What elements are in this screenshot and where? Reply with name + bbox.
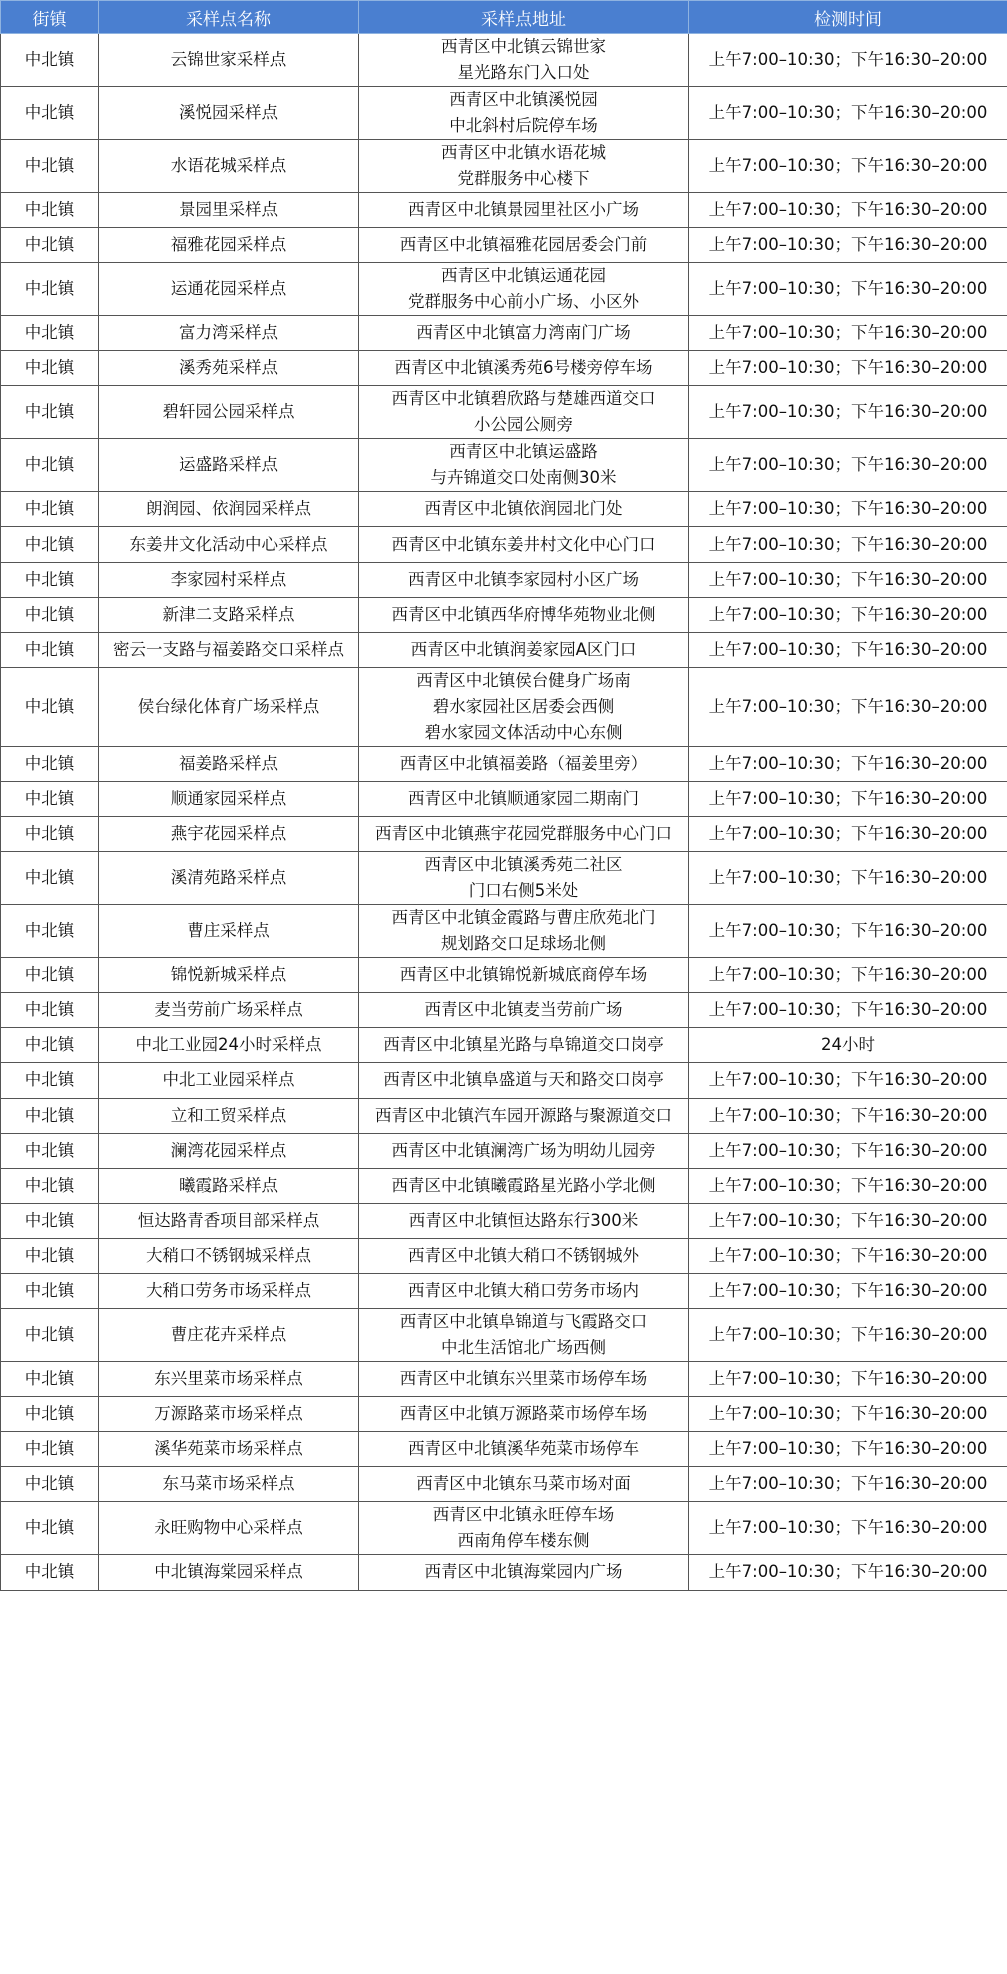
table-row bbox=[1, 852, 1007, 905]
address-line: 西青区中北镇李家园村小区广场 bbox=[408, 569, 639, 589]
cell-site-name: 运通花园采样点 bbox=[99, 263, 359, 316]
cell-test-time: 上午7:00–10:30；下午16:30–20:00 bbox=[689, 228, 1007, 263]
cell-site-address bbox=[359, 263, 689, 316]
address-line: 西青区中北镇景园里社区小广场 bbox=[408, 200, 639, 220]
cell-site-name: 立和工贸采样点 bbox=[99, 1098, 359, 1133]
table-row bbox=[1, 1502, 1007, 1555]
cell-site-address bbox=[359, 316, 689, 351]
cell-site-name: 燕宇花园采样点 bbox=[99, 817, 359, 852]
table-row bbox=[1, 1309, 1007, 1362]
cell-site-name: 溪悦园采样点 bbox=[99, 87, 359, 140]
address-line: 西青区中北镇曦霞路星光路小学北侧 bbox=[391, 1175, 656, 1195]
cell-site-address bbox=[359, 87, 689, 140]
cell-site-address bbox=[359, 34, 689, 87]
cell-town: 中北镇 bbox=[1, 562, 99, 597]
cell-town: 中北镇 bbox=[1, 905, 99, 958]
cell-test-time: 上午7:00–10:30；下午16:30–20:00 bbox=[689, 1555, 1007, 1590]
cell-town: 中北镇 bbox=[1, 1063, 99, 1098]
cell-site-address bbox=[359, 632, 689, 667]
cell-site-address bbox=[359, 1467, 689, 1502]
cell-site-name: 中北工业园采样点 bbox=[99, 1063, 359, 1098]
cell-town: 中北镇 bbox=[1, 492, 99, 527]
address-line: 西青区中北镇澜湾广场为明幼儿园旁 bbox=[391, 1140, 656, 1160]
cell-test-time: 上午7:00–10:30；下午16:30–20:00 bbox=[689, 1502, 1007, 1555]
cell-site-address bbox=[359, 439, 689, 492]
address-line: 碧水家园文体活动中心东侧 bbox=[424, 722, 623, 742]
cell-site-name: 侯台绿化体育广场采样点 bbox=[99, 667, 359, 746]
address-line: 西青区中北镇燕宇花园党群服务中心门口 bbox=[375, 824, 672, 844]
cell-site-name: 大稍口不锈钢城采样点 bbox=[99, 1238, 359, 1273]
cell-site-address bbox=[359, 527, 689, 562]
table-row bbox=[1, 1028, 1007, 1063]
cell-test-time: 上午7:00–10:30；下午16:30–20:00 bbox=[689, 439, 1007, 492]
table-row bbox=[1, 817, 1007, 852]
address-line: 西青区中北镇云锦世家 bbox=[441, 37, 606, 56]
header-town: 街镇 bbox=[1, 1, 99, 34]
cell-town: 中北镇 bbox=[1, 1133, 99, 1168]
cell-site-address bbox=[359, 1555, 689, 1590]
table-row bbox=[1, 87, 1007, 140]
address-line: 规划路交口足球场北侧 bbox=[441, 934, 606, 954]
address-line: 西青区中北镇金霞路与曹庄欣苑北门 bbox=[391, 908, 656, 928]
table-row bbox=[1, 1168, 1007, 1203]
cell-site-address bbox=[359, 781, 689, 816]
address-line: 小公园公厕旁 bbox=[474, 415, 573, 435]
cell-test-time: 上午7:00–10:30；下午16:30–20:00 bbox=[689, 1203, 1007, 1238]
cell-town: 中北镇 bbox=[1, 316, 99, 351]
cell-site-address bbox=[359, 351, 689, 386]
cell-site-name: 东姜井文化活动中心采样点 bbox=[99, 527, 359, 562]
address-line: 西青区中北镇锦悦新城底商停车场 bbox=[399, 965, 648, 985]
cell-site-address bbox=[359, 1502, 689, 1555]
address-line: 西青区中北镇恒达路东行300米 bbox=[408, 1210, 639, 1230]
address-line: 西青区中北镇水语花城 bbox=[441, 143, 606, 162]
cell-test-time: 上午7:00–10:30；下午16:30–20:00 bbox=[689, 562, 1007, 597]
header-site-address: 采样点地址 bbox=[359, 1, 689, 34]
cell-site-address bbox=[359, 1133, 689, 1168]
cell-site-name: 中北工业园24小时采样点 bbox=[99, 1028, 359, 1063]
cell-town: 中北镇 bbox=[1, 852, 99, 905]
cell-test-time: 上午7:00–10:30；下午16:30–20:00 bbox=[689, 1309, 1007, 1362]
cell-test-time: 上午7:00–10:30；下午16:30–20:00 bbox=[689, 1273, 1007, 1308]
cell-town: 中北镇 bbox=[1, 1467, 99, 1502]
table-row bbox=[1, 1273, 1007, 1308]
cell-site-address bbox=[359, 1432, 689, 1467]
table-row bbox=[1, 1362, 1007, 1397]
cell-site-address bbox=[359, 193, 689, 228]
cell-site-address bbox=[359, 746, 689, 781]
table-row bbox=[1, 527, 1007, 562]
header-row bbox=[1, 1, 1007, 34]
table-row bbox=[1, 351, 1007, 386]
cell-town: 中北镇 bbox=[1, 667, 99, 746]
address-line: 西青区中北镇汽车园开源路与聚源道交口 bbox=[375, 1105, 672, 1125]
cell-site-name: 恒达路青香项目部采样点 bbox=[99, 1203, 359, 1238]
cell-test-time: 上午7:00–10:30；下午16:30–20:00 bbox=[689, 1063, 1007, 1098]
address-line: 西青区中北镇福雅花园居委会门前 bbox=[399, 235, 648, 255]
table-row bbox=[1, 597, 1007, 632]
table-row bbox=[1, 667, 1007, 746]
cell-town: 中北镇 bbox=[1, 34, 99, 87]
cell-town: 中北镇 bbox=[1, 781, 99, 816]
cell-site-name: 麦当劳前广场采样点 bbox=[99, 993, 359, 1028]
table-row bbox=[1, 1063, 1007, 1098]
header-site-name: 采样点名称 bbox=[99, 1, 359, 34]
cell-test-time: 上午7:00–10:30；下午16:30–20:00 bbox=[689, 527, 1007, 562]
cell-test-time: 上午7:00–10:30；下午16:30–20:00 bbox=[689, 386, 1007, 439]
address-line: 西青区中北镇万源路菜市场停车场 bbox=[399, 1404, 648, 1424]
cell-town: 中北镇 bbox=[1, 1502, 99, 1555]
cell-town: 中北镇 bbox=[1, 386, 99, 439]
cell-site-name: 曹庄采样点 bbox=[99, 905, 359, 958]
address-line: 西青区中北镇阜盛道与天和路交口岗亭 bbox=[383, 1070, 664, 1090]
cell-test-time: 上午7:00–10:30；下午16:30–20:00 bbox=[689, 632, 1007, 667]
cell-test-time: 上午7:00–10:30；下午16:30–20:00 bbox=[689, 1432, 1007, 1467]
table-row bbox=[1, 562, 1007, 597]
address-line: 西青区中北镇阜锦道与飞霞路交口 bbox=[399, 1312, 648, 1332]
table-row bbox=[1, 1397, 1007, 1432]
address-line: 西青区中北镇碧欣路与楚雄西道交口 bbox=[391, 389, 656, 409]
table-row bbox=[1, 993, 1007, 1028]
cell-town: 中北镇 bbox=[1, 958, 99, 993]
cell-test-time: 上午7:00–10:30；下午16:30–20:00 bbox=[689, 781, 1007, 816]
address-line: 西青区中北镇溪华苑菜市场停车 bbox=[408, 1439, 639, 1459]
address-line: 西青区中北镇侯台健身广场南 bbox=[416, 670, 631, 690]
cell-test-time: 上午7:00–10:30；下午16:30–20:00 bbox=[689, 1238, 1007, 1273]
cell-town: 中北镇 bbox=[1, 1309, 99, 1362]
cell-site-name: 曦霞路采样点 bbox=[99, 1168, 359, 1203]
address-line: 西青区中北镇润姜家园A区门口 bbox=[410, 639, 637, 659]
table-row bbox=[1, 34, 1007, 87]
cell-test-time: 上午7:00–10:30；下午16:30–20:00 bbox=[689, 263, 1007, 316]
address-line: 西青区中北镇运通花园 bbox=[441, 266, 606, 286]
address-line: 中北斜村后院停车场 bbox=[449, 116, 598, 135]
cell-test-time: 上午7:00–10:30；下午16:30–20:00 bbox=[689, 34, 1007, 87]
cell-town: 中北镇 bbox=[1, 1273, 99, 1308]
table-row bbox=[1, 632, 1007, 667]
cell-town: 中北镇 bbox=[1, 1362, 99, 1397]
cell-town: 中北镇 bbox=[1, 817, 99, 852]
cell-site-name: 东马菜市场采样点 bbox=[99, 1467, 359, 1502]
table-row bbox=[1, 1133, 1007, 1168]
cell-site-address bbox=[359, 562, 689, 597]
cell-site-name: 景园里采样点 bbox=[99, 193, 359, 228]
cell-test-time: 上午7:00–10:30；下午16:30–20:00 bbox=[689, 1467, 1007, 1502]
cell-test-time: 上午7:00–10:30；下午16:30–20:00 bbox=[689, 1133, 1007, 1168]
cell-site-name: 水语花城采样点 bbox=[99, 140, 359, 193]
cell-test-time: 上午7:00–10:30；下午16:30–20:00 bbox=[689, 1098, 1007, 1133]
cell-site-address bbox=[359, 386, 689, 439]
table-row bbox=[1, 1098, 1007, 1133]
cell-test-time: 上午7:00–10:30；下午16:30–20:00 bbox=[689, 817, 1007, 852]
cell-site-address bbox=[359, 1098, 689, 1133]
cell-town: 中北镇 bbox=[1, 351, 99, 386]
cell-site-address bbox=[359, 1362, 689, 1397]
table-row bbox=[1, 1203, 1007, 1238]
cell-town: 中北镇 bbox=[1, 1168, 99, 1203]
cell-town: 中北镇 bbox=[1, 597, 99, 632]
cell-site-name: 顺通家园采样点 bbox=[99, 781, 359, 816]
cell-site-name: 朗润园、依润园采样点 bbox=[99, 492, 359, 527]
address-line: 西青区中北镇溪秀苑6号楼旁停车场 bbox=[394, 358, 653, 378]
cell-town: 中北镇 bbox=[1, 993, 99, 1028]
cell-site-name: 溪清苑路采样点 bbox=[99, 852, 359, 905]
address-line: 西青区中北镇东马菜市场对面 bbox=[416, 1474, 631, 1494]
cell-town: 中北镇 bbox=[1, 1203, 99, 1238]
cell-site-address bbox=[359, 852, 689, 905]
table-row bbox=[1, 746, 1007, 781]
cell-site-name: 运盛路采样点 bbox=[99, 439, 359, 492]
table-row bbox=[1, 1238, 1007, 1273]
address-line: 中北生活馆北广场西侧 bbox=[441, 1338, 606, 1358]
cell-town: 中北镇 bbox=[1, 439, 99, 492]
address-line: 与卉锦道交口处南侧30米 bbox=[430, 468, 617, 488]
address-line: 西青区中北镇西华府博华苑物业北侧 bbox=[391, 604, 656, 624]
table-header bbox=[1, 1, 1007, 34]
address-line: 西青区中北镇永旺停车场 bbox=[432, 1505, 615, 1525]
cell-test-time: 上午7:00–10:30；下午16:30–20:00 bbox=[689, 667, 1007, 746]
address-line: 西青区中北镇大稍口不锈钢城外 bbox=[408, 1245, 639, 1265]
address-line: 西青区中北镇富力湾南门广场 bbox=[416, 323, 631, 343]
cell-site-address bbox=[359, 1309, 689, 1362]
cell-town: 中北镇 bbox=[1, 1397, 99, 1432]
cell-town: 中北镇 bbox=[1, 263, 99, 316]
table-row bbox=[1, 316, 1007, 351]
table-row bbox=[1, 193, 1007, 228]
address-line: 西青区中北镇溪悦园 bbox=[449, 90, 598, 109]
cell-site-name: 富力湾采样点 bbox=[99, 316, 359, 351]
cell-town: 中北镇 bbox=[1, 140, 99, 193]
cell-site-address bbox=[359, 228, 689, 263]
cell-site-name: 永旺购物中心采样点 bbox=[99, 1502, 359, 1555]
address-line: 西青区中北镇顺通家园二期南门 bbox=[408, 788, 639, 808]
address-line: 西青区中北镇东姜井村文化中心门口 bbox=[391, 534, 656, 554]
cell-site-name: 密云一支路与福姜路交口采样点 bbox=[99, 632, 359, 667]
cell-site-address bbox=[359, 993, 689, 1028]
cell-test-time: 上午7:00–10:30；下午16:30–20:00 bbox=[689, 1397, 1007, 1432]
cell-test-time: 上午7:00–10:30；下午16:30–20:00 bbox=[689, 351, 1007, 386]
cell-town: 中北镇 bbox=[1, 1555, 99, 1590]
address-line: 党群服务中心前小广场、小区外 bbox=[408, 292, 639, 312]
cell-test-time: 上午7:00–10:30；下午16:30–20:00 bbox=[689, 140, 1007, 193]
cell-test-time: 上午7:00–10:30；下午16:30–20:00 bbox=[689, 193, 1007, 228]
cell-site-name: 澜湾花园采样点 bbox=[99, 1133, 359, 1168]
cell-test-time: 上午7:00–10:30；下午16:30–20:00 bbox=[689, 492, 1007, 527]
cell-town: 中北镇 bbox=[1, 632, 99, 667]
cell-town: 中北镇 bbox=[1, 1028, 99, 1063]
cell-site-address bbox=[359, 1063, 689, 1098]
cell-site-address bbox=[359, 905, 689, 958]
cell-town: 中北镇 bbox=[1, 193, 99, 228]
table-row bbox=[1, 1555, 1007, 1590]
cell-site-address bbox=[359, 667, 689, 746]
cell-site-name: 溪秀苑采样点 bbox=[99, 351, 359, 386]
cell-site-name: 福姜路采样点 bbox=[99, 746, 359, 781]
cell-site-address bbox=[359, 1203, 689, 1238]
cell-site-name: 锦悦新城采样点 bbox=[99, 958, 359, 993]
table-row bbox=[1, 958, 1007, 993]
address-line: 西青区中北镇溪秀苑二社区 bbox=[424, 855, 623, 875]
cell-site-address bbox=[359, 1028, 689, 1063]
cell-test-time: 上午7:00–10:30；下午16:30–20:00 bbox=[689, 87, 1007, 140]
table-row bbox=[1, 386, 1007, 439]
cell-site-address bbox=[359, 1273, 689, 1308]
cell-site-address bbox=[359, 958, 689, 993]
table-row bbox=[1, 905, 1007, 958]
cell-test-time: 上午7:00–10:30；下午16:30–20:00 bbox=[689, 597, 1007, 632]
cell-site-name: 万源路菜市场采样点 bbox=[99, 1397, 359, 1432]
cell-town: 中北镇 bbox=[1, 1098, 99, 1133]
table-row bbox=[1, 781, 1007, 816]
cell-test-time: 24小时 bbox=[689, 1028, 1007, 1063]
cell-test-time: 上午7:00–10:30；下午16:30–20:00 bbox=[689, 993, 1007, 1028]
address-line: 西青区中北镇运盛路 bbox=[449, 442, 598, 462]
cell-test-time: 上午7:00–10:30；下午16:30–20:00 bbox=[689, 1362, 1007, 1397]
cell-test-time: 上午7:00–10:30；下午16:30–20:00 bbox=[689, 905, 1007, 958]
address-line: 西青区中北镇东兴里菜市场停车场 bbox=[399, 1369, 648, 1389]
cell-test-time: 上午7:00–10:30；下午16:30–20:00 bbox=[689, 316, 1007, 351]
cell-test-time: 上午7:00–10:30；下午16:30–20:00 bbox=[689, 1168, 1007, 1203]
cell-site-name: 中北镇海棠园采样点 bbox=[99, 1555, 359, 1590]
table-row bbox=[1, 492, 1007, 527]
cell-test-time: 上午7:00–10:30；下午16:30–20:00 bbox=[689, 958, 1007, 993]
cell-site-name: 福雅花园采样点 bbox=[99, 228, 359, 263]
cell-town: 中北镇 bbox=[1, 1238, 99, 1273]
cell-site-name: 东兴里菜市场采样点 bbox=[99, 1362, 359, 1397]
cell-town: 中北镇 bbox=[1, 527, 99, 562]
cell-test-time: 上午7:00–10:30；下午16:30–20:00 bbox=[689, 746, 1007, 781]
table-row bbox=[1, 263, 1007, 316]
address-line: 碧水家园社区居委会西侧 bbox=[432, 696, 615, 716]
cell-site-address bbox=[359, 140, 689, 193]
table-body bbox=[1, 34, 1007, 1591]
table-row bbox=[1, 140, 1007, 193]
cell-site-name: 云锦世家采样点 bbox=[99, 34, 359, 87]
address-line: 西青区中北镇大稍口劳务市场内 bbox=[408, 1281, 639, 1301]
address-line: 门口右侧5米处 bbox=[468, 881, 579, 901]
cell-test-time: 上午7:00–10:30；下午16:30–20:00 bbox=[689, 852, 1007, 905]
address-line: 西青区中北镇星光路与阜锦道交口岗亭 bbox=[383, 1035, 664, 1055]
cell-site-address bbox=[359, 1168, 689, 1203]
cell-site-address bbox=[359, 1238, 689, 1273]
address-line: 西青区中北镇海棠园内广场 bbox=[424, 1562, 623, 1582]
cell-site-name: 曹庄花卉采样点 bbox=[99, 1309, 359, 1362]
cell-site-address bbox=[359, 492, 689, 527]
cell-town: 中北镇 bbox=[1, 746, 99, 781]
address-line: 党群服务中心楼下 bbox=[457, 169, 590, 188]
cell-town: 中北镇 bbox=[1, 1432, 99, 1467]
table-row bbox=[1, 1432, 1007, 1467]
cell-site-address bbox=[359, 597, 689, 632]
address-line: 西南角停车楼东侧 bbox=[457, 1531, 590, 1551]
table-row bbox=[1, 228, 1007, 263]
cell-site-address bbox=[359, 817, 689, 852]
cell-town: 中北镇 bbox=[1, 87, 99, 140]
address-line: 星光路东门入口处 bbox=[457, 63, 590, 82]
cell-site-name: 大稍口劳务市场采样点 bbox=[99, 1273, 359, 1308]
cell-site-name: 新津二支路采样点 bbox=[99, 597, 359, 632]
address-line: 西青区中北镇依润园北门处 bbox=[424, 499, 623, 519]
cell-site-address bbox=[359, 1397, 689, 1432]
header-test-time: 检测时间 bbox=[689, 1, 1007, 34]
cell-site-name: 溪华苑菜市场采样点 bbox=[99, 1432, 359, 1467]
address-line: 西青区中北镇福姜路（福姜里旁） bbox=[399, 753, 648, 773]
cell-site-name: 李家园村采样点 bbox=[99, 562, 359, 597]
table-row bbox=[1, 439, 1007, 492]
cell-town: 中北镇 bbox=[1, 228, 99, 263]
address-line: 西青区中北镇麦当劳前广场 bbox=[424, 1000, 623, 1020]
cell-site-name: 碧轩园公园采样点 bbox=[99, 386, 359, 439]
table-row bbox=[1, 1467, 1007, 1502]
